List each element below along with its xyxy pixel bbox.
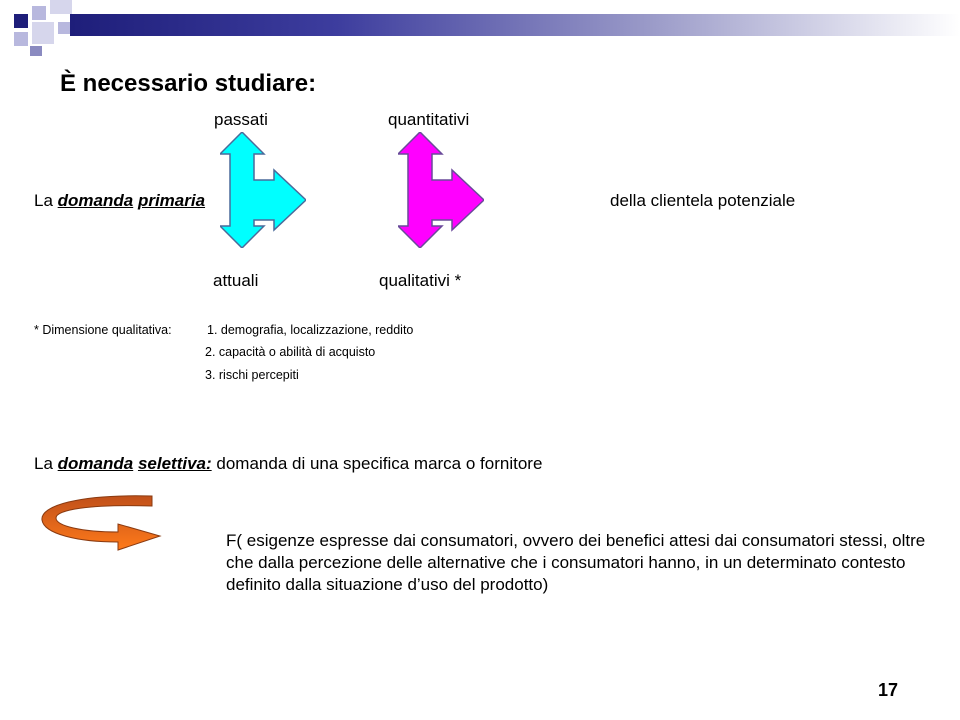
three-way-arrow-icon — [220, 132, 306, 248]
primary-suffix: della clientela potenziale — [610, 191, 796, 210]
three-way-arrow-icon — [398, 132, 484, 248]
selective-word-domanda: domanda — [57, 454, 134, 473]
label-quantitativi: quantitativi — [388, 110, 470, 129]
qualitative-item-2: 2. capacità o abilità di acquisto — [205, 345, 376, 359]
qualitative-item-1: 1. demografia, localizzazione, reddito — [207, 323, 414, 337]
primary-word-primaria: primaria — [137, 191, 206, 210]
qualitative-label: * Dimensione qualitativa: — [34, 323, 172, 337]
qualitative-item-3: 3. rischi percepiti — [205, 368, 299, 382]
label-attuali: attuali — [213, 271, 259, 290]
primary-demand-line — [34, 191, 205, 211]
arrow-shape-left — [220, 132, 306, 248]
arrow-shape-right — [398, 132, 484, 248]
selective-prefix: La — [34, 454, 53, 473]
slide-title: È necessario studiare: — [60, 70, 317, 97]
selective-word-selettiva: selettiva: — [137, 454, 212, 473]
page-number: 17 — [878, 680, 899, 700]
primary-prefix: La — [34, 191, 53, 210]
selective-demand-line — [34, 454, 542, 474]
header-bar — [70, 14, 960, 36]
selective-suffix: domanda di una specifica marca o fornitore — [216, 454, 543, 473]
primary-word-domanda: domanda — [57, 191, 134, 210]
curved-arrow-icon — [38, 492, 162, 554]
function-description: F( esigenze espresse dai consumatori, ovvero dei benefici attesi dai consumatori stessi, oltre che dalla percezione delle alternative che i consumatori hanno, in un determinato contesto definito dalla situazione d’uso del prodotto) — [226, 531, 926, 594]
curved-arrow-shape — [42, 496, 160, 550]
label-qualitativi: qualitativi * — [379, 271, 462, 290]
label-passati: passati — [214, 110, 268, 129]
